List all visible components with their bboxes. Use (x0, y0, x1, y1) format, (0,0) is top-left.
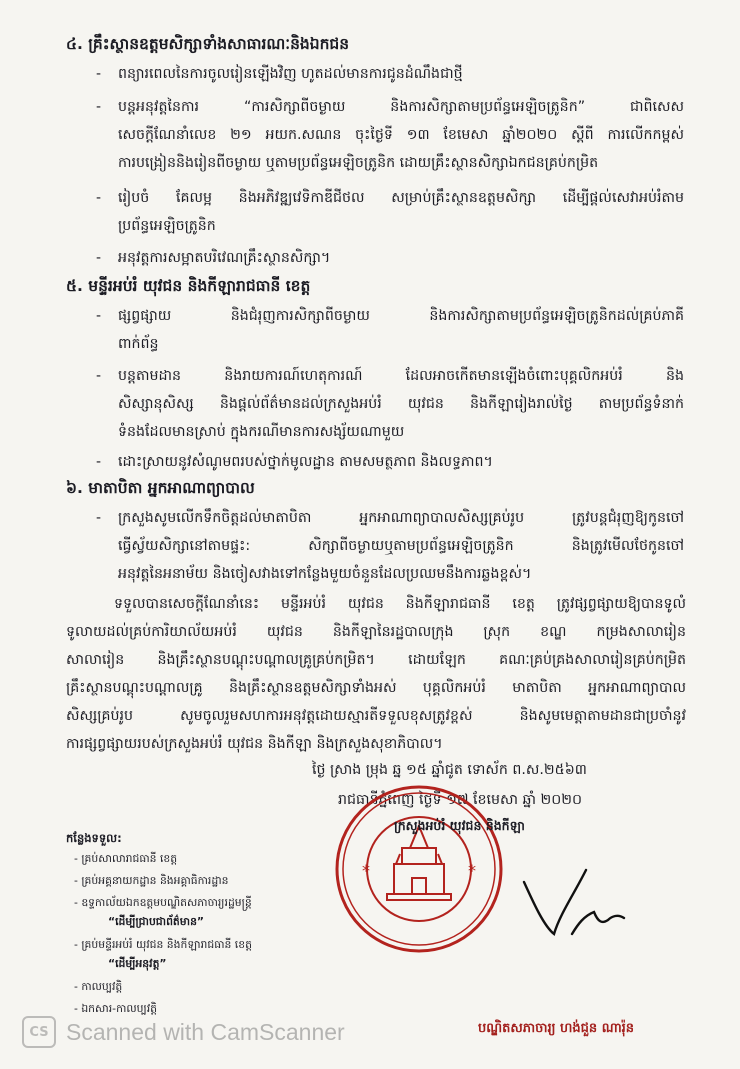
section-6-item-1: - ក្រសួងសូមលើកទឹកចិត្តដល់មាតាបិតា អ្នកអាណាព្យាបាលសិស្សគ្រប់រូប ត្រូវបន្តជំរុញឱ្យកូនចៅ ធ្វើស្វ័យសិក្សានៅតាមផ្ទះ: សិក្សាពីចម្ងាយឬតាមប្រព័ន្ធអេឡិចត្រូនិក និងត្រូវមើលថែកូនចៅ អនុវត្តនៃអនាម័យ និងចៀសវាងទៅកន្លែងមួយចំនួនដែលប្រឈមនឹងការឆ្លងខ្ពស់។ (118, 504, 684, 588)
section-4-item-2: - បន្តអនុវត្តនៃការ “ការសិក្សាពីចម្ងាយ និងការសិក្សាតាមប្រព័ន្ធអេឡិចត្រូនិក” ជាពិសេស សេចក្តីណែនាំលេខ ២១ អយក.សណន ចុះថ្ងៃទី ១៣ ខែមេសា ឆ្នាំ២០២០ ស្តីពី ការលើកកម្ពស់ ការបង្រៀននិងរៀនពីចម្ងាយ ឬតាមប្រព័ន្ធអេឡិចត្រូនិក ដោយគ្រឹះស្ថានសិក្សាឯកជនគ្រប់កម្រិត (118, 93, 684, 177)
closing-paragraph (66, 590, 686, 758)
ministry-seal-stamp (332, 782, 506, 956)
text-line: សិស្សានុសិស្ស និងផ្តល់ព័ត៌មានដល់ក្រសួងអប់រំ យុវជន និងកីឡារៀងរាល់ថ្ងៃ តាមប្រព័ន្ធទំនាក់ (118, 396, 684, 412)
section-5-heading: ៥. មន្ទីរអប់រំ យុវជន និងកីឡារាជធានី ខេត្ត (66, 277, 311, 295)
section-6-heading: ៦. មាតាបិតា អ្នកអាណាព្យាបាល (66, 479, 255, 497)
text-line: អនុវត្តនៃអនាម័យ និងចៀសវាងទៅកន្លែងមួយចំនួនដែលប្រឈមនឹងការឆ្លងខ្ពស់។ (118, 566, 532, 582)
text-line: អនុវត្តការសម្អាតបរិវេណគ្រឹះស្ថានសិក្សា។ (118, 250, 331, 266)
section-4-item-1: - ពន្យារពេលនៃការចូលរៀនឡើងវិញ ហូតដល់មានការជូនដំណឹងជាថ្មី (118, 60, 684, 88)
text-line: បន្តតាមដាន និងរាយការណ៍ហេតុការណ៍ ដែលអាចកើតមានឡើងចំពោះបុគ្គលិកអប់រំ និង (118, 368, 684, 384)
text-line: ការបង្រៀននិងរៀនពីចម្ងាយ ឬតាមប្រព័ន្ធអេឡិចត្រូនិក ដោយគ្រឹះស្ថានសិក្សាឯកជនគ្រប់កម្រិត (118, 155, 599, 171)
lunar-date: ថ្ងៃ ស្រាង ម្រុង ឆ្ន ១៥ ឆ្នាំជូត ទោស័ក ព.ស.២៥៦៣ (312, 762, 587, 778)
recipient-note: “ដើម្បីអនុវត្ត” (108, 957, 167, 970)
recipients-title: កន្លែងទទួល: (66, 831, 122, 845)
recipient-item: - គ្រប់អគ្គនាយកដ្ឋាន និងអគ្គាធិការដ្ឋាន (74, 874, 229, 887)
signer-name: បណ្ឌិតសភាចារ្យ ហង់ជួន ណារ៉ុន (478, 1021, 635, 1036)
handwritten-signature (514, 864, 674, 944)
section-4-item-4: - អនុវត្តការសម្អាតបរិវេណគ្រឹះស្ថានសិក្សា។ (118, 244, 684, 272)
text-line: ទំនងដែលមានស្រាប់ ក្នុងករណីមានការសង្ស័យណាមួយ (118, 424, 405, 440)
text-line: ដោះស្រាយនូវសំណូមពរបស់ថ្នាក់មូលដ្ឋាន តាមសមត្ថភាព និងលទ្ធភាព។ (118, 454, 493, 470)
svg-text:*: * (362, 861, 370, 880)
text-line: ទូលាយដល់គ្រប់ការិយាល័យអប់រំ យុវជន និងកីឡានៃរដ្ឋបាលក្រុង ស្រុក ខណ្ឌ កម្រងសាលារៀន (66, 624, 686, 640)
ministry-line: ក្រសួងអប់រំ យុវជន និងកីឡា (394, 818, 525, 833)
camscanner-logo-icon: CS (22, 1016, 56, 1048)
solar-date: រាជធានីភ្នំពេញ ថ្ងៃទី ១៧ ខែមេសា ឆ្នាំ ២០២០ (338, 792, 583, 808)
text-line: សិស្សគ្រប់រូប សូមចូលរួមសហការអនុវត្តដោយស្មារតីទទួលខុសត្រូវខ្ពស់ និងសូមមេត្តាតាមដានជាប្រចាំនូវ (66, 708, 686, 724)
section-5-item-2: - បន្តតាមដាន និងរាយការណ៍ហេតុការណ៍ ដែលអាចកើតមានឡើងចំពោះបុគ្គលិកអប់រំ និង សិស្សានុសិស្ស និងផ្តល់ព័ត៌មានដល់ក្រសួងអប់រំ យុវជន និងកីឡារៀងរាល់ថ្ងៃ តាមប្រព័ន្ធទំនាក់ ទំនងដែលមានស្រាប់ ក្នុងករណីមានការសង្ស័យណាមួយ (118, 362, 684, 446)
text-line: ក្រសួងសូមលើកទឹកចិត្តដល់មាតាបិតា អ្នកអាណាព្យាបាលសិស្សគ្រប់រូប ត្រូវបន្តជំរុញឱ្យកូនចៅ (118, 510, 684, 526)
text-line: ធ្វើស្វ័យសិក្សានៅតាមផ្ទះ: សិក្សាពីចម្ងាយឬតាមប្រព័ន្ធអេឡិចត្រូនិក និងត្រូវមើលថែកូនចៅ (118, 538, 684, 554)
recipient-item: - កាលប្បវត្តិ (74, 980, 123, 993)
recipient-item: - គ្រប់សាលារាជធានី ខេត្ត (74, 852, 178, 865)
text-line: ទទួលបានសេចក្តីណែនាំនេះ មន្ទីរអប់រំ យុវជន និងកីឡារាជធានី ខេត្ត ត្រូវផ្សព្វផ្សាយឱ្យបានទូលំ (114, 596, 686, 612)
svg-text:*: * (468, 861, 476, 880)
text-line: សាលារៀន និងគ្រឹះស្ថានបណ្តុះបណ្តាលគ្រូគ្រប់កម្រិត។ ដោយឡែក គណៈគ្រប់គ្រងសាលារៀនគ្រប់កម្រិត (66, 652, 686, 668)
text-line: សេចក្តីណែនាំលេខ ២១ អយក.សណន ចុះថ្ងៃទី ១៣ ខែមេសា ឆ្នាំ២០២០ ស្តីពី ការលើកកម្ពស់ (118, 127, 684, 143)
section-4-heading: ៤. គ្រឹះស្ថានឧត្តមសិក្សាទាំងសាធារណៈនិងឯកជន (66, 35, 350, 53)
text-line: ការផ្សព្វផ្សាយរបស់ក្រសួងអប់រំ យុវជន និងកីឡា និងក្រសួងសុខាភិបាល។ (66, 736, 443, 752)
section-4-item-3: - រៀបចំ គែលម្អ និងអភិវឌ្ឍវេទិកាឌីជីថល សម្រាប់គ្រឹះស្ថានឧត្តមសិក្សា ដើម្បីផ្តល់សេវាអប់រំតាម ប្រព័ន្ធអេឡិចត្រូនិក (118, 184, 684, 240)
recipient-item: - ឧទ្ទកាល័យឯកឧត្តមបណ្ឌិតសភាចារ្យរដ្ឋមន្ត្រី “ដើម្បីជ្រាបជាព័ត៌មាន” (74, 896, 252, 931)
recipient-item: - គ្រប់មន្ទីរអប់រំ យុវជន និងកីឡារាជធានី ខេត្ត “ដើម្បីអនុវត្ត” (74, 938, 252, 973)
text-line: ប្រព័ន្ធអេឡិចត្រូនិក (118, 218, 216, 234)
section-5-item-1: - ផ្សព្វផ្សាយ និងជំរុញការសិក្សាពីចម្ងាយ និងការសិក្សាតាមប្រព័ន្ធអេឡិចត្រូនិកដល់គ្រប់ភាគី ពាក់ព័ន្ធ (118, 302, 684, 358)
camscanner-watermark (22, 1012, 402, 1052)
text-line: រៀបចំ គែលម្អ និងអភិវឌ្ឍវេទិកាឌីជីថល សម្រាប់គ្រឹះស្ថានឧត្តមសិក្សា ដើម្បីផ្តល់សេវាអប់រំតាម (118, 190, 684, 206)
text-line: គ្រឹះស្ថានបណ្តុះបណ្តាលគ្រូ និងគ្រឹះស្ថានឧត្តមសិក្សាទាំងអស់ បុគ្គលិកអប់រំ មាតាបិតា អ្នកអាណាព្យាបាល (66, 680, 686, 696)
text-line: ផ្សព្វផ្សាយ និងជំរុញការសិក្សាពីចម្ងាយ និងការសិក្សាតាមប្រព័ន្ធអេឡិចត្រូនិកដល់គ្រប់ភាគី (118, 308, 684, 324)
watermark-text: Scanned with CamScanner (66, 1018, 345, 1045)
text-line: ពាក់ព័ន្ធ (118, 336, 159, 352)
text-line: បន្តអនុវត្តនៃការ “ការសិក្សាពីចម្ងាយ និងការសិក្សាតាមប្រព័ន្ធអេឡិចត្រូនិក” ជាពិសេស (118, 99, 684, 115)
recipient-note: “ដើម្បីជ្រាបជាព័ត៌មាន” (108, 915, 205, 928)
section-5-item-3: - ដោះស្រាយនូវសំណូមពរបស់ថ្នាក់មូលដ្ឋាន តាមសមត្ថភាព និងលទ្ធភាព។ (118, 448, 684, 476)
recipient-item: - ឯកសារ-កាលប្បវត្តិ (74, 1002, 157, 1015)
text-line: ពន្យារពេលនៃការចូលរៀនឡើងវិញ ហូតដល់មានការជូនដំណឹងជាថ្មី (118, 66, 463, 82)
